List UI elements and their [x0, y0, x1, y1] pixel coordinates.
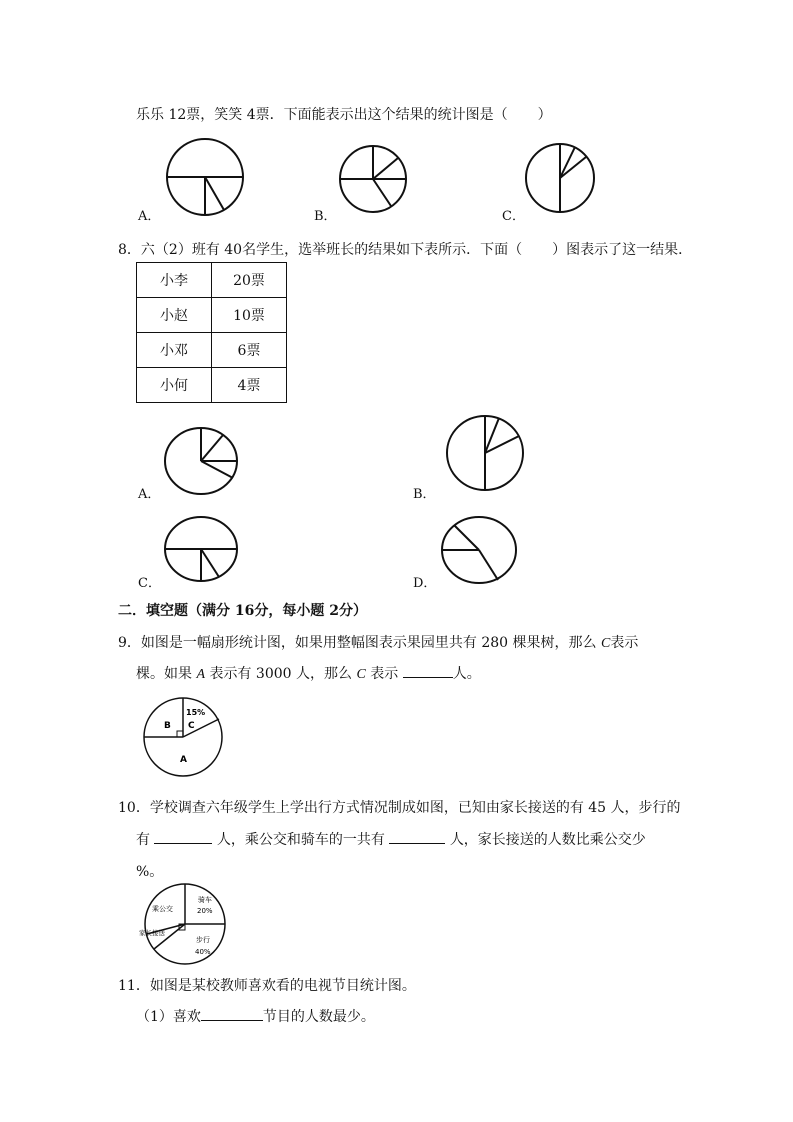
q10-line2-b: 人，乘公交和骑车的一共有 — [216, 832, 385, 848]
q8-stem-tail: ）图表示了这一结果． — [552, 242, 693, 258]
table-cell-name: 小邓 — [137, 333, 212, 368]
q8-pie-c — [163, 515, 241, 585]
table-cell-votes: 20票 — [212, 263, 287, 298]
q9-c-percent-label: 15% — [186, 708, 206, 717]
q11-sub1-a: （1）喜欢 — [136, 1009, 201, 1025]
q9-line1 — [118, 632, 638, 652]
q9-b-label: B — [164, 721, 171, 731]
q9-var-c: C — [600, 636, 611, 651]
q10-bike-label: 骑车 — [198, 896, 212, 904]
table-cell-votes: 10票 — [212, 298, 287, 333]
q9-pie-chart — [140, 694, 226, 780]
q7-stem — [136, 104, 552, 124]
table-cell-name: 小赵 — [137, 298, 212, 333]
q7-option-b-label: B． — [314, 209, 337, 224]
q8-stem — [118, 239, 692, 259]
q8-option-a-label: A． — [138, 487, 161, 502]
q11-sub1 — [136, 1006, 375, 1026]
q11-sub1-b: 节目的人数最少。 — [262, 1009, 375, 1025]
q9-var-a: A — [196, 667, 206, 682]
q7-pie-a — [160, 136, 250, 220]
q7-stem-text: 乐乐 12票，笑笑 4票．下面能表示出这个结果的统计图是（ — [136, 107, 508, 123]
q10-bus-bike-blank[interactable] — [389, 829, 445, 844]
q10-line2-a: 有 — [136, 832, 150, 848]
table-cell-votes: 4票 — [212, 368, 287, 403]
q8-pie-a — [163, 425, 241, 499]
q7-stem-close: ） — [537, 107, 552, 123]
q10-bus-label: 乘公交 — [152, 905, 173, 913]
q9-line2-c: 表示 — [370, 666, 399, 682]
q10-pie-chart — [138, 882, 232, 966]
q9-a-label: A — [180, 755, 187, 765]
table-row — [137, 263, 287, 298]
table-row — [137, 333, 287, 368]
table-cell-name: 小何 — [137, 368, 212, 403]
q8-option-b-label: B． — [413, 487, 436, 502]
section-heading: 二．填空题（满分 16分，每小题 2分） — [118, 603, 367, 619]
table-row — [137, 368, 287, 403]
q11-answer-blank[interactable] — [201, 1006, 263, 1021]
q7-pie-c — [523, 140, 599, 220]
q9-c-label: C — [188, 721, 195, 731]
table-cell-name: 小李 — [137, 263, 212, 298]
q10-line2 — [136, 829, 646, 849]
q9-answer-blank[interactable] — [403, 663, 453, 678]
q9-line2 — [136, 663, 481, 683]
q8-option-c-label: C． — [138, 576, 161, 591]
q10-line2-c: 人，家长接送的人数比乘公交少 — [449, 832, 646, 848]
q9-line2-b: 表示有 3000 人，那么 — [209, 666, 352, 682]
table-row — [137, 298, 287, 333]
q8-stem-text: 8．六（2）班有 40名学生，选举班长的结果如下表所示．下面（ — [118, 242, 523, 258]
q11-line1: 11．如图是某校教师喜欢看的电视节目统计图。 — [118, 978, 416, 994]
q10-bike-percent: 20% — [197, 907, 213, 915]
q9-line1-end: 表示 — [610, 635, 639, 651]
q8-option-d-label: D． — [413, 576, 437, 591]
q10-walk-label: 步行 — [196, 936, 210, 944]
q10-walk-percent: 40% — [195, 948, 211, 956]
q10-line3: %。 — [136, 864, 164, 880]
q9-line1-text: 9．如图是一幅扇形统计图，如果用整幅图表示果园里共有 280 棵果树，那么 — [118, 635, 597, 651]
q8-pie-b — [443, 412, 527, 494]
q10-line1: 10．学校调查六年级学生上学出行方式情况制成如图，已知由家长接送的有 45 人，步行的 — [118, 800, 681, 816]
q10-walk-blank[interactable] — [154, 829, 212, 844]
q7-option-c-label: C． — [502, 209, 525, 224]
q8-vote-table — [136, 262, 287, 403]
q9-line2-a: 棵。如果 — [136, 666, 192, 682]
q7-pie-b — [336, 142, 412, 218]
q10-parent-label: 家长接送 — [139, 929, 165, 937]
q9-line2-end: 人。 — [452, 666, 481, 682]
q9-var-c-2: C — [356, 667, 366, 682]
q8-pie-d — [440, 515, 520, 587]
table-cell-votes: 6票 — [212, 333, 287, 368]
q7-option-a-label: A． — [138, 209, 161, 224]
